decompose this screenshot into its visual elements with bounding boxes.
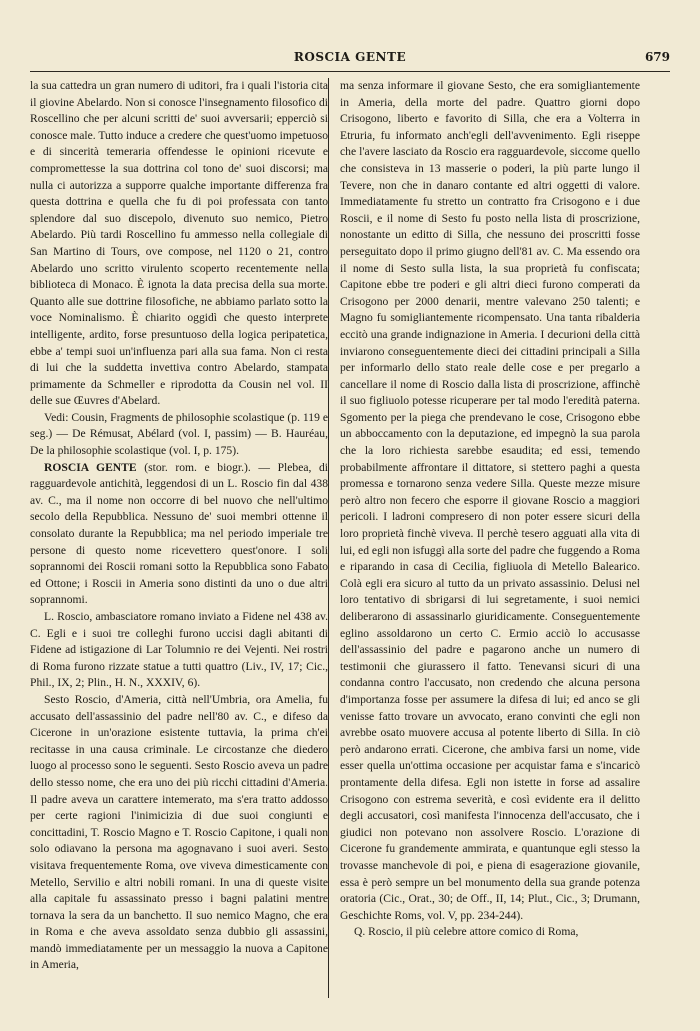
paragraph: L. Roscio, ambasciatore romano inviato a Fidene nel 438 av. C. Egli e i suoi tre colleghi furono uccisi dagli abitanti di Fidene ad istigazione di Lar Tolumnio re dei Vejenti. Nei rostri di Roma furono rizzate statue a tutti quattro (Liv., IV, 17; Cic., Phil., IX, 2; Plin., H. N., XXXIV, 6). [30,610,328,690]
paragraph: ma senza informare il giovane Sesto, che era somigliantemente in Ameria, della morte del padre. Quattro giorni dopo Crisogono, liberto e favorito di Silla, che era a Volterra in Etruria, fu informato anch'egli dell'avvenimento. Egli riseppe che l'avere lasciato da Roscio era ragguardevole, siccome quello che consisteva in 13 masserie o poderi, la più parte lungo il Tevere, non che in danaro contante ed altri oggetti di valore. Immediatamente fu stretto un contratto fra Crisogono e i due Roscii, e il nome di Sesto fu posto nella lista di proscrizione, nonostante un editto di Silla, che nessuno dei proscritti fosse perseguitato dopo il primo giugno dell'81 av. C. Ma essendo ora il nome di Sesto sulla lista, la sua proprietà fu confiscata; Capitone ebbe tre poderi e gli altri dieci furono comperati da Crisogono per 2000 denarii, mentre valevano 250 talenti; e Magno fu somigliantemente ricompensato. Una tanta ribalderia eccitò una grande indignazione in Ameria. I decurioni della città inviarono conseguentemente dieci dei cittadini principali a Silla per informarlo dello stato reale delle cose e per pregarlo a cancellare il nome di Roscio dalla lista di proscrizione, affinchè il suo figliuolo potesse ricuperare per tal modo l'eredità paterna. Sgomento per la piega che prendevano le cose, Crisogono ebbe un abboccamento con la deputazione, ed impegnò la sua parola che la loro richiesta sarebbe esaudita; ed essi, temendo probabilmente affrontare il dittatore, si stettero paghi a questa promessa e tornarono senza vedere Silla. Queste mezze misure però altro non fecero che esporre il giovane Roscio a maggiori pericoli. I ladroni compresero di non poter essere sicuri della loro proprietà finchè viveva. Il perchè tesero agguati alla vita di lui, ed egli non isfuggì alla sorte del padre che fuggendo a Roma e riparando in casa di Cecilia, figliuola di Metello Balearico. Colà egli era sicuro al tutto da un privato assassinio. Delusi nel loro tentativo di sbrigarsi di lui segretamente, i suoi nemici deliberarono di assassinarlo giuridicamente. Conseguentemente eglino assoldarono un certo C. Ermio acciò lo accusasse dell'assassinio del padre e pagarono anche un numero di testimonii che giurassero il fatto. Tenevansi sicuri di una condanna contro l'accusato, non credendo che alcuna persona d'importanza fosse per assumere la difesa di lui; ed anco se gli venisse fatto trovare un avvocato, erano convinti che egli non avrebbe osato muovere accusa al potente liberto di Silla. In ciò però andarono errati. Cicerone, che ambiva farsi un nome, vide esser quella un'ottima occasione per acquistar fama e s'incaricò prontamente della difesa. Egli non istette in forse ad assalire Crisogono con estrema severità, e così evidente era il delitto degli accusatori, così manifesta l'innocenza dell'accusato, che i giudici non potevano non assolvere Roscio. L'orazione di Cicerone fu grandemente ammirata, e quantunque egli stesso la trovasse manchevole di poi, e piena di esagerazione giovanile, essa è però sempre un bel monumento della sua grande potenza oratoria (Cic., Orat., 30; de Off., II, 14; Plut., Cic., 3; Drumann, Geschichte Roms, vol. V, pp. 234-244). [340,79,640,922]
paragraph [30,460,328,609]
entry-heading: ROSCIA GENTE [44,460,137,474]
entry-text: (stor. rom. e biogr.). — Plebea, di ragguardevole antichità, leggendosi di un L. Roscio fin dal 438 av. C., ma il nome non occorre di bel nuovo che nell'ultimo secolo della Repubblica. Nessuno de' suoi membri ottenne il consolato durante la Repubblica; ma nel periodo imperiale tre persone di questo nome ricevettero quest'onore. I soli soprannomi dei Roscii romani sotto la Repubblica sono Fabato ed Ottone; i Roscii in Ameria sono distinti da uno o due altri soprannomi. [30,460,328,607]
paragraph: Vedi: Cousin, Fragments de philosophie scolastique (p. 119 e seg.) — De Rémusat, Abélard (vol. I, passim) — B. Hauréau, De la philosophie scolastique (vol. I, p. 175). [30,410,328,458]
running-header [30,50,670,68]
running-title: ROSCIA GENTE [293,50,407,64]
header-rule [30,71,670,72]
paragraph: Sesto Roscio, d'Ameria, città nell'Umbria, ora Amelia, fu accusato dell'assassinio del padre nell'80 av. C., e difeso da Cicerone in un'orazione esistente tuttavia, la prima ch'ei recitasse in una causa criminale. Le circostanze che diedero luogo al processo sono le seguenti. Sesto Roscio aveva un padre dello stesso nome, che era uno dei più ricchi cittadini d'Ameria. Il padre aveva un carattere intemerato, ma s'era tratto addosso per certe ragioni l'inimicizia di due suoi congiunti e concittadini, T. Roscio Magno e T. Roscio Capitone, i quali non solo odiavano la persona ma agognavano i suoi averi. Sesto visitava frequentemente Roma, ove viveva dimesticamente con Metello, Servilio e altri nobili romani. In una di queste visite alla capitale fu assassinato presso i bagni palatini mentre tornava la sera da un banchetto. Il suo nemico Magno, che era in Roma e che aveva assoldato senza dubbio gli assassini, mandò immediatamente per un messaggio la nuova a Capitone in Ameria, [30,692,328,972]
paragraph: Q. Roscio, il più celebre attore comico di Roma, [354,925,579,939]
paragraph: la sua cattedra un gran numero di uditori, fra i quali l'istoria cita il giovine Abelardo. Non si conosce l'insegnamento filosofico di Roscellino che per alcuni scritti de' suoi avversarii; epperciò si conosce male. Tutto induce a credere che quest'uomo impetuoso e di sincerità temeraria offendesse le opinioni ricevute e compromettesse la sua dottrina col tono de' suoi discorsi; ma nulla ci autorizza a supporre qualche importante differenza fra questa dottrina e quella che fu di poi professata con tanto splendore dal suo discepolo, divenuto suo nemico, Pietro Abelardo. Più tardi Roscellino fu ammesso nella collegiale di San Martino di Tours, ove compose, nel 1120 o 21, contro Abelardo uno scritto virulento scoperto recentemente nella biblioteca di Monaco. È ignota la data precisa della sua morte. Quanto alle sue dottrine filosofiche, ne abbiamo parlato sotto la voce Nominalismo. È chiarito oggidì che questo interprete intelligente, ardito, forse presuntuoso della logica peripatetica, ebbe a' tempi suoi un'influenza pari alla sua fama. Non ci resta di lui che la suddetta invettiva contro Abelardo, stampata primamente da Schmeller e riprodotta da Cousin nel vol. II delle sue Œuvres d'Abelard. [30,79,328,408]
column-divider [328,78,329,998]
right-column [340,78,640,941]
left-column [30,78,328,974]
page-number: 679 [644,50,670,64]
